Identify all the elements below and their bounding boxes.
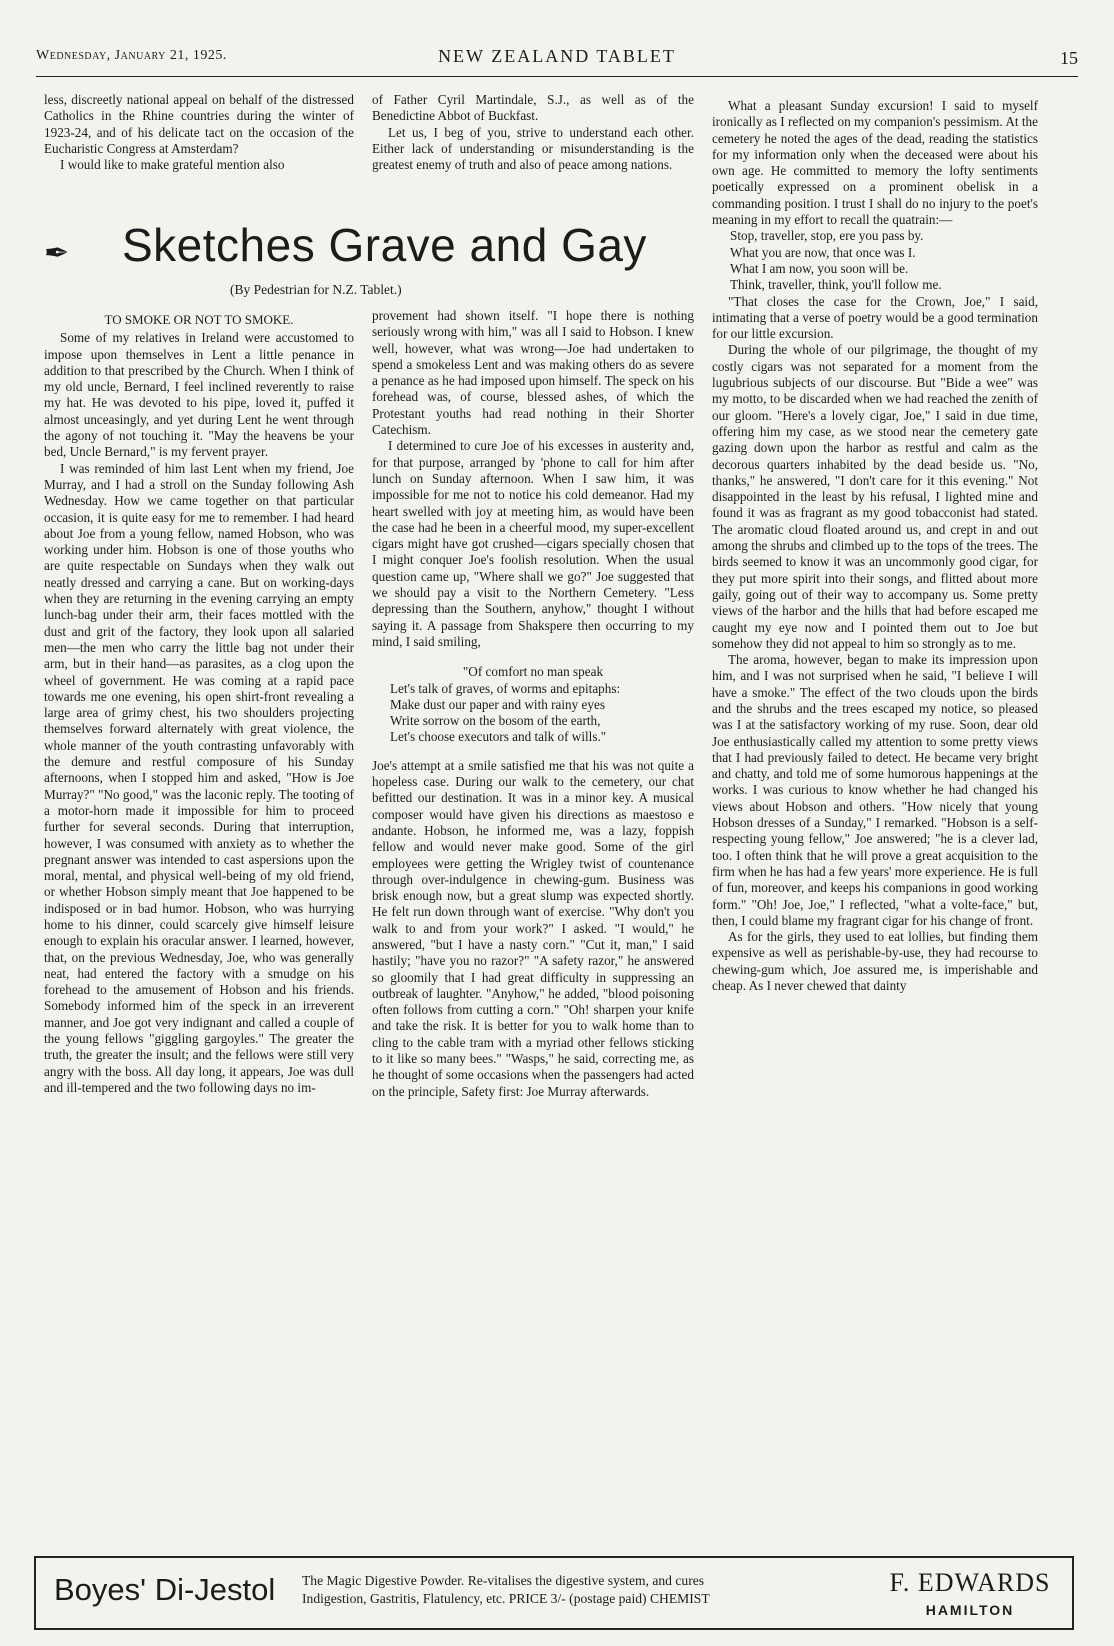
paragraph: I determined to cure Joe of his excesses in austerity and, for that purpose, arranged by 'phone to call for him after lunch on Sunday afternoon. When I saw him, it was impossible for me not to notice his cold demeanor. Had my heart swelled with joy at meeting him, as would have been the case had he been in a cheerful mood, my super-excellent cigars might have got crushed—cigars specially chosen that I might conquer Joe's foolish resolution. When the usual question came up, "Where shall we go?" Joe suggested that we should pay a visit to the Northern Cemetery. "Less depressing than the Southern, anyhow," thought I without saying it. A passage from Shakspere then occurring to my mind, I said smiling,: [372, 438, 694, 649]
quote-line: Write sorrow on the bosom of the earth,: [390, 713, 601, 729]
paragraph: provement had shown itself. "I hope there is nothing seriously wrong with him," was all I said to Hobson. I knew well, however, what was wrong—Joe had undertaken to spend a smokeless Lent and was making others do as severe a penance as he had imposed upon himself. The speck on his forehead was, of course, blessed ashes, of which the Protestant youths had read nothing in their Shorter Catechism.: [372, 308, 694, 438]
article-headline: Sketches Grave and Gay: [122, 219, 647, 271]
paragraph: Let us, I beg of you, strive to understand each other. Either lack of understanding or misunderstanding is the greatest enemy of truth and also of peace among nations.: [372, 124, 694, 173]
ad-seller: F. EDWARDS: [889, 1568, 1051, 1597]
article-byline: (By Pedestrian for N.Z. Tablet.): [230, 282, 402, 297]
paragraph: I would like to make grateful mention also: [60, 157, 285, 173]
paragraph: During the whole of our pilgrimage, the thought of my costly cigars was not separated for a moment from the lugubrious subjects of our discourse. But "Bide a wee" was my motto, to be discarded when we had reached the zenith of our gloom. "Here's a lovely cigar, Joe," I said in due time, offering him my case, as we stood near the cemetery gate gazing down upon the harbor as restful and calm as the decorous quarters inhabited by the dead beside us. "No, thanks," he answered, "I don't care for it this evening." Not disappointed in the least by his refusal, I lighted mine and found it was as fragrant as my good tobacconist had stated. The aromatic cloud floated around us, and crept in and out among the shrubs and climbed up to the tops of the trees. The birds seemed to know it was an uncommonly good cigar, for they put more spirit into their songs, and flitted about more gaily, going out of their way to accompany us. Some pretty views of the harbor and the hills that had before escaped me caught my eye now and I pointed them out to Joe but somehow they did not appeal to him so strongly as to me.: [712, 342, 1038, 651]
page-number: 15: [1060, 48, 1078, 68]
paragraph: of Father Cyril Martindale, S.J., as well as of the Benedictine Abbot of Buckfast.: [372, 92, 694, 124]
paragraph: less, discreetly national appeal on behalf of the distressed Catholics in the Rhine countries during the winter of 1923-24, and of his delicate tact on the occasion of the Eucharistic Congress at Amsterdam?: [44, 92, 354, 156]
ad-city: HAMILTON: [925, 1602, 1015, 1618]
ad-description: [302, 1572, 842, 1608]
newspaper-title: NEW ZEALAND TABLET: [438, 46, 676, 66]
paragraph: I was reminded of him last Lent when my friend, Joe Murray, and I had a stroll on the Sunday following Ash Wednesday. How we came together on that particular occasion, it is quite easy for me to remember. I had heard about Joe from a young fellow, named Hobson, who was working under him. Hobson is one of those youths who are quite respectable on Sundays when they walk out neatly dressed and carrying a cane. But on working-days when they are returning in the evening carrying an empty lunch-bag under their arm, their faces mottled with the dust and grit of the factory, they look upon all salaried men—the men who carry the little bag not under their arm, but in their hand—as parasites, as a clog upon the wheel of government. He was coming at a rapid pace towards me one evening, his open shirt-front revealing a large area of grimy chest, his two shoulders projecting themselves forward alternately with great violence, the whole manner of the youth contrasting unfavorably with the demure and restful composure of his Sunday afternoons, when I stopped him and asked, "How is Joe Murray?" "No good," was the laconic reply. The tooting of a motor-horn made it impossible for him to proceed further for several seconds. During that interruption, however, I was consumed with anxiety as to whether the pregnant answer was intended to cast aspersions upon the moral, mental, and physical well-being of my old friend, or whether Hobson simply meant that Joe happened to be indisposed or in bad humor. Hobson, who was hurrying home to his dinner, could scarcely give himself leisure enough to explain his oracular answer. I learned, however, that, on the previous Wednesday, Joe, who was generally neat, had entered the factory with a smudge on his forehead to the amusement of Hobson and his friends. Somebody informed him of the speck in an irreverent manner, and Joe got very indignant and called a couple of the young fellows "giggling gargoyles." The greater the truth, the greater the insult; and the fellows were still very angry with the boss. All day long, it appears, Joe was dull and ill-tempered and the two following days no im-: [44, 460, 354, 1095]
quatrain-line: Stop, traveller, stop, ere you pass by.: [730, 228, 924, 244]
paragraph: The aroma, however, began to make its impression upon him, and I was not surprised when he said, "I believe I will have a smoke." The effect of the two clouds upon the birds and the shrubs and the trees escaped my notice, so pleased was I at the satisfactory working of my ruse. Soon, dear old Joe enthusiastically called my attention to some pretty views that I had previously failed to detect. He became very bright and chatty, and told me of some humorous happenings at the works. I was curious to know whether he had changed his views about Hobson and others. "How nicely that young Hobson dresses of a Sunday," I remarked. "Hobson is a self-respecting young fellow," Joe answered; "he is a clever lad, too. I often think that he will prove a great acquisition to the firm when he has had a few years' more experience. He is full of fun, moreover, and keeps his companions in good working form." "Oh! Joe, Joe," I reflected, "what a volte-face," but, then, I could blame my fragrant cigar for his change of front.: [712, 652, 1038, 928]
quote-line: Make dust our paper and with rainy eyes: [390, 696, 605, 712]
advertisement: [34, 1556, 1074, 1630]
quote-line: "Of comfort no man speak: [462, 664, 604, 680]
article-column-1: [44, 308, 354, 1096]
paragraph: Joe's attempt at a smile satisfied me that his was not quite a hopeless case. During our walk to the cemetery, our chat befitted our destination. It was in a minor key. A musical composer would have given his directions as maestoso e andante. Hobson, he informed me, was a lazy, foppish fellow and would never make good. Some of the girl employees were getting the Wrigley twist of countenance through over-indulgence in chewing-gum. Business was brisk enough now, but a great slump was expected shortly. He felt run down through want of exercise. "Why don't you walk to and from your work?" I asked. "I would," he answered, "but I have a nasty corn." "Cut it, man," I said hastily; "have you no razor?" "A safety razor," he answered so gloomily that I had great difficulty in suppressing an outbreak of laughter. "Anyhow," he added, "blood poisoning often follows from cutting a corn." "Oh! sharpen your knife and take the risk. It is better for you to walk home than to cling to the cable tram with a myriad other fellows sticking to it like so many bees." "Wasps," he said, correcting me, as he thought of some occasions when the passengers had acted on the principle, Safety first: Joe Murray afterwards.: [372, 757, 694, 1099]
ad-line: The Magic Digestive Powder. Re-vitalises the digestive system, and cures: [302, 1573, 705, 1588]
paragraph: "That closes the case for the Crown, Joe," I said, intimating that a verse of poetry would be a good termination for our little excursion.: [712, 293, 1038, 342]
paragraph: What a pleasant Sunday excursion! I said to myself ironically as I reflected on my companion's pessimism. At the cemetery he noted the ages of the dead, reading the statistics for my information only when the deceased were about his own age. He committed to memory the lofty sentiments poetically expressed on a prominent obelisk in a commanding position. I trust I shall do no injury to the poet's meaning in my effort to recall the quatrain:—: [712, 98, 1038, 228]
paragraph: As for the girls, they used to eat lollies, but finding them expensive as well as perishable-by-use, they had recourse to chewing-gum which, Joe assured me, is imperishable and cheap. As I never chewed that dainty: [712, 929, 1038, 994]
quatrain-line: What I am now, you soon will be.: [730, 260, 909, 276]
quote-line: Let's choose executors and talk of wills.": [390, 729, 607, 745]
page-header: [36, 40, 1078, 77]
article-column-2: [372, 308, 694, 1100]
article-headline-block: [40, 218, 700, 278]
prior-article-col2: [372, 92, 694, 173]
quatrain-line: What you are now, that once was I.: [730, 244, 916, 260]
quatrain-line: Think, traveller, think, you'll follow me.: [730, 277, 942, 293]
paragraph: Some of my relatives in Ireland were accustomed to impose upon themselves in Lent a little penance in addition to that prescribed by the Church. When I think of my old uncle, Bernard, I feel inclined reverently to raise my hat. He was devoted to his pipe, loved it, puffed it almost unceasingly, and yet during Lent he went through the agony of not touching it. "May the heavens be your bed, Uncle Bernard," is my fervent prayer.: [44, 330, 354, 460]
article-subhead: TO SMOKE OR NOT TO SMOKE.: [104, 312, 294, 327]
ad-line: Indigestion, Gastritis, Flatulency, etc. PRICE 3/- (postage paid) CHEMIST: [302, 1591, 710, 1606]
quote-line: Let's talk of graves, of worms and epitaphs:: [390, 680, 621, 696]
ad-brand: Boyes' Di-Jestol: [54, 1572, 276, 1607]
prior-article-col1: [44, 92, 354, 173]
article-column-3: [712, 98, 1038, 994]
issue-date: Wednesday, January 21, 1925.: [36, 48, 227, 63]
quill-icon: ✒: [44, 237, 70, 270]
